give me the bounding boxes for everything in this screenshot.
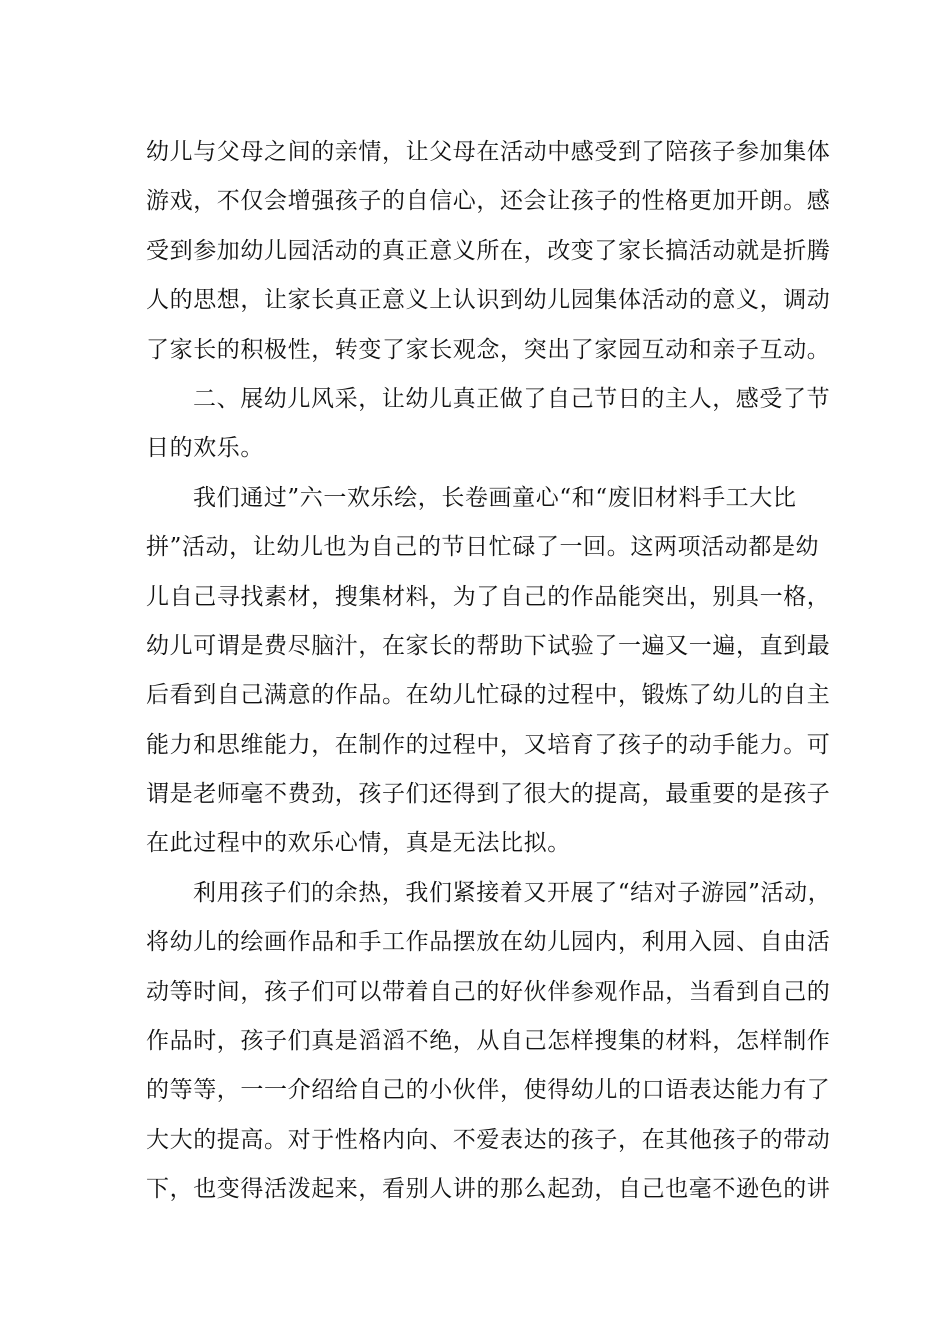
body-text xyxy=(146,128,832,1215)
paragraph-start-line: 利用孩子们的余热，我们紧接着又开展了“结对子游园”活动， xyxy=(193,879,832,906)
text-line: 后看到自己满意的作品。在幼儿忙碌的过程中，锻炼了幼儿的自主 xyxy=(146,682,831,709)
text-line: 的等等，一一介绍给自己的小伙伴，使得幼儿的口语表达能力有了 xyxy=(146,1077,831,1104)
section-heading-line: 日的欢乐。 xyxy=(146,435,264,462)
text-line: 受到参加幼儿园活动的真正意义所在，改变了家长搞活动就是折腾 xyxy=(146,237,831,264)
text-line: 幼儿可谓是费尽脑汁，在家长的帮助下试验了一遍又一遍，直到最 xyxy=(146,632,831,659)
text-line: 儿自己寻找素材，搜集材料，为了自己的作品能突出，别具一格， xyxy=(146,583,831,610)
text-line: 在此过程中的欢乐心情，真是无法比拟。 xyxy=(146,830,571,857)
paragraph-start-line: 我们通过”六一欢乐绘，长卷画童心“和“废旧材料手工大比 xyxy=(193,484,797,511)
text-line: 作品时，孩子们真是滔滔不绝，从自己怎样搜集的材料，怎样制作 xyxy=(146,1028,831,1055)
text-line: 幼儿与父母之间的亲情，让父母在活动中感受到了陪孩子参加集体 xyxy=(146,139,831,165)
text-line: 将幼儿的绘画作品和手工作品摆放在幼儿园内，利用入园、自由活 xyxy=(146,929,831,956)
text-line: 游戏，不仅会增强孩子的自信心，还会让孩子的性格更加开朗。感 xyxy=(146,188,831,215)
section-heading-line: 二、展幼儿风采，让幼儿真正做了自己节日的主人，感受了节 xyxy=(193,385,831,412)
text-line: 下，也变得活泼起来，看别人讲的那么起劲，自己也毫不逊色的讲 xyxy=(146,1176,831,1203)
text-line: 能力和思维能力，在制作的过程中，又培育了孩子的动手能力。可 xyxy=(146,731,831,758)
text-line: 拼”活动，让幼儿也为自己的节日忙碌了一回。这两项活动都是幼 xyxy=(146,534,820,561)
text-line: 了家长的积极性，转变了家长观念，突出了家园互动和亲子互动。 xyxy=(146,336,831,363)
text-line: 动等时间，孩子们可以带着自己的好伙伴参观作品，当看到自己的 xyxy=(146,978,831,1005)
text-line: 人的思想，让家长真正意义上认识到幼儿园集体活动的意义，调动 xyxy=(146,287,831,314)
text-line: 大大的提高。对于性格内向、不爱表达的孩子，在其他孩子的带动 xyxy=(146,1126,831,1153)
text-line: 谓是老师毫不费劲，孩子们还得到了很大的提高，最重要的是孩子 xyxy=(146,781,831,808)
